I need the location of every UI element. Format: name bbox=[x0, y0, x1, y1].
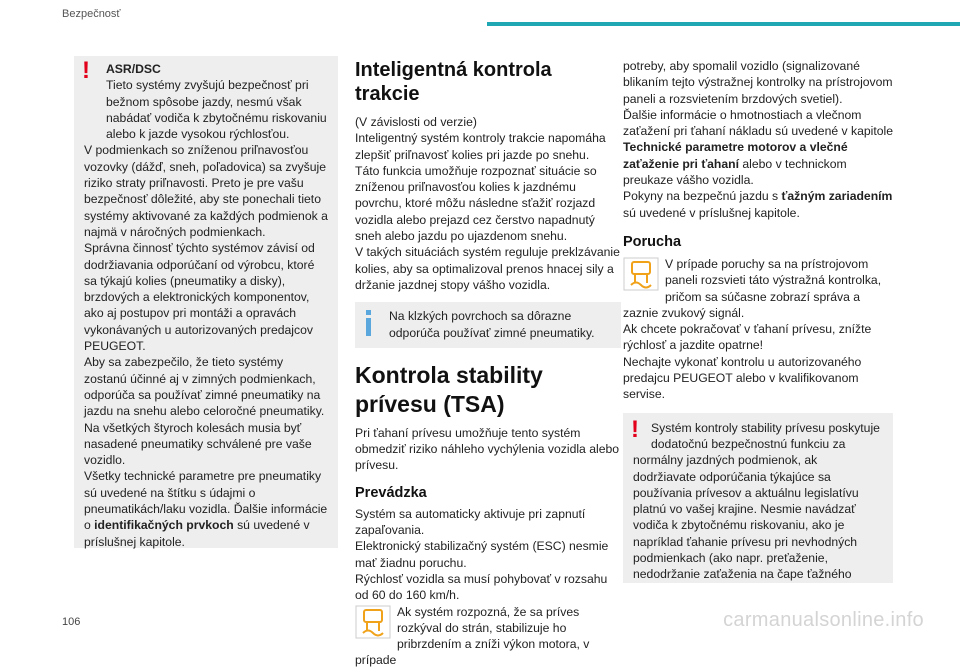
body-paragraph: Pri ťahaní prívesu umožňuje tento systém obmedziť riziko náhleho vychýlenia vozidla alebo prívesu. bbox=[355, 425, 620, 473]
warning-paragraph: Aby sa zabezpečilo, že tieto systémy zostanú účinné aj v zimných podmienkach, odporúča sa používať zimné pneumatiky na jazdu na snehu alebo celoročné pneumatiky. bbox=[84, 355, 325, 419]
warning-text: Systém kontroly stability prívesu poskytuje dodatočnú bezpečnostnú funkciu za normálny jazdných podmienok, ak dodržiavate odporúčania týkajúce sa používania prívesov a aktuálnu legislatívu platnú vo vašej krajine. Nesmie navádzať vodiča k zbytočnému riskovaniu, ako je napríklad ťahanie prívesu pri nevhodných podmienkach (ako napr. preťaženie, nedodržanie zaťaženia na čape ťažného bbox=[633, 420, 880, 582]
version-note: (V závislosti od verzie) bbox=[355, 115, 477, 129]
body-paragraph: potreby, aby spomalil vozidlo (signalizované blikaním tejto výstražnej kontrolky na prístrojovom paneli a rozsvietením brzdových svetiel). bbox=[623, 59, 893, 106]
body-paragraph: Nechajte vykonať kontrolu u autorizovaného predajcu PEUGEOT alebo v kvalifikovanom servise. bbox=[623, 354, 862, 402]
body-paragraph: Rýchlosť vozidla sa musí pohybovať v rozsahu od 60 do 160 km/h. bbox=[355, 571, 608, 603]
body-paragraph: Inteligentný systém kontroly trakcie napomáha zlepšiť priľnavosť kolies pri jazde po snehu. bbox=[355, 131, 606, 162]
middle-column bbox=[355, 58, 621, 669]
body-paragraph: Táto funkcia umožňuje rozpoznať situácie so zníženou priľnavosťou kolies k jazdnému povrchu, ktoré môžu následne sťažiť rozjazd vozidla alebo prejazd cez čerstvo napadnutý sneh alebo jazdu po ujazdenom snehu. bbox=[355, 163, 597, 244]
body-paragraph: Ďalšie informácie o hmotnostiach a vlečnom zaťažení pri ťahaní nákladu sú uvedené v kapitole Technické parametre motorov a vlečné zaťaženie pri ťahaní alebo v technickom preukaze vášho vozidla. bbox=[623, 107, 893, 188]
body-paragraph: V takých situáciách systém reguluje preklzávanie kolies, aby sa optimalizoval prenos hnacej sily a držanie jazdnej stopy vášho vozidla. bbox=[355, 245, 620, 292]
trailer-stability-warning-icon bbox=[623, 257, 659, 291]
header-accent-bar bbox=[487, 22, 960, 26]
left-column bbox=[74, 56, 338, 548]
section-header: Bezpečnosť bbox=[62, 8, 121, 20]
warning-exclamation-icon: ! bbox=[82, 57, 90, 84]
body-paragraph: Systém sa automaticky aktivuje pri zapnutí zapaľovania. bbox=[355, 506, 586, 538]
reference-tech-params: Technické parametre motorov a vlečné zaťaženie pri ťahaní bbox=[623, 140, 848, 171]
trailer-stability-warning-icon bbox=[355, 605, 391, 639]
tsa-description bbox=[355, 604, 621, 669]
warning-paragraph: Všetky technické parametre pre pneumatiky sú uvedené na štítku s údajmi o pneumatikách/laku vozidla. Ďalšie informácie o identifikačných prvkoch sú uvedené v príslušnej kapitole. bbox=[84, 469, 328, 549]
asr-dsc-title: ASR/DSC bbox=[106, 62, 161, 76]
right-column bbox=[623, 58, 893, 583]
fault-description bbox=[623, 256, 893, 321]
body-paragraph: Pokyny na bezpečnú jazdu s ťažným zariadením sú uvedené v príslušnej kapitole. bbox=[623, 189, 893, 220]
info-text: Na klzkých povrchoch sa dôrazne odporúča používať zimné pneumatiky. bbox=[389, 309, 595, 340]
fault-heading: Porucha bbox=[623, 233, 682, 250]
tsa-warning-box bbox=[623, 413, 893, 583]
warning-exclamation-icon: ! bbox=[631, 415, 639, 443]
body-paragraph: Ak chcete pokračovať v ťahaní prívesu, znížte rýchlosť a jazdite opatrne! bbox=[623, 322, 872, 353]
winter-tyres-info-box bbox=[355, 302, 621, 348]
page-number: 106 bbox=[62, 616, 81, 628]
info-icon bbox=[363, 310, 377, 336]
warning-paragraph: Tieto systémy zvyšujú bezpečnosť pri bežnom spôsobe jazdy, nesmú však nabádať vodiča k zbytočnému riskovaniu alebo k jazde vysokou rýchlosťou. bbox=[106, 78, 327, 142]
watermark: carmanualsonline.info bbox=[723, 609, 924, 631]
operation-heading: Prevádzka bbox=[355, 484, 427, 501]
warning-paragraph: Správna činnosť týchto systémov závisí od dodržiavania odporúčaní od výrobcu, ktoré sa týkajú kolies (pneumatiky a disky), brzdových a elektronických komponentov, ako aj postupov pri montáži a opravách vykonávaných u autorizovaných predajcov PEUGEOT. bbox=[84, 241, 315, 354]
body-paragraph: Ak systém rozpozná, že sa príves rozkýval do strán, stabilizuje ho pribrzdením a zníži výkon motora, v prípade bbox=[355, 604, 590, 668]
asr-dsc-warning-box bbox=[74, 56, 338, 548]
reference-identification: identifikačných prvkoch bbox=[94, 518, 234, 533]
reference-towbar: ťažným zariadením bbox=[781, 189, 893, 204]
tsa-heading: Kontrola stability prívesu (TSA) bbox=[355, 361, 543, 417]
warning-paragraph: Na všetkých štyroch kolesách musia byť nasadené pneumatiky schválené pre vaše vozidlo. bbox=[84, 420, 312, 468]
body-paragraph: V prípade poruchy sa na prístrojovom paneli rozsvieti táto výstražná kontrolka, pričom sa súčasne zobrazí správa a zaznie zvukový signál. bbox=[623, 256, 882, 320]
warning-paragraph: V podmienkach so zníženou priľnavosťou vozovky (dážď, sneh, poľadovica) sa zvyšuje riziko straty priľnavosti. Preto je pre vašu bezpečnosť dôležité, aby ste ponechali tieto systémy aktivované za každých podmienok a najmä v náročných podmienkach. bbox=[84, 143, 328, 239]
body-paragraph: Elektronický stabilizačný systém (ESC) nesmie mať žiadnu poruchu. bbox=[355, 539, 609, 570]
traction-control-heading: Inteligentná kontrola trakcie bbox=[355, 59, 552, 105]
